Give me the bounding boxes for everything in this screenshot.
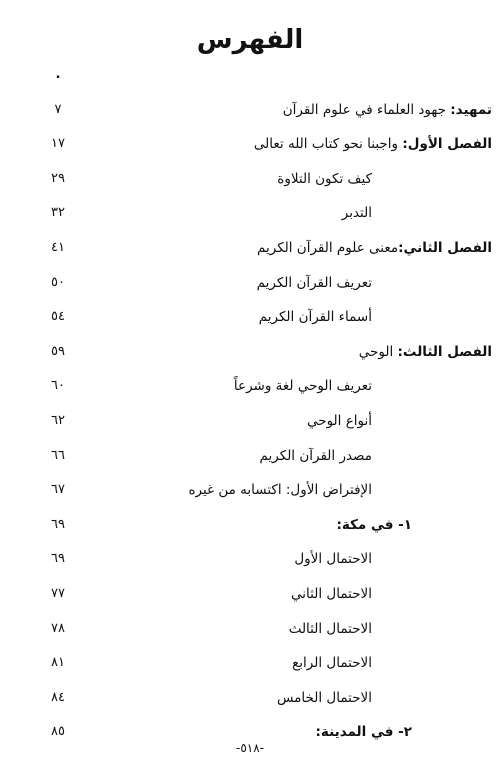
toc-row xyxy=(0,441,500,476)
toc-entry-text: واجبنا نحو كتاب الله تعالى xyxy=(253,136,403,153)
toc-entry-text: الاحتمال الثاني xyxy=(291,585,372,602)
toc-entry-heading: الفصل الأول: xyxy=(402,136,492,153)
toc-row xyxy=(0,198,500,233)
toc-page-number: ٤١ xyxy=(51,239,65,255)
toc-page-number: . xyxy=(55,67,61,82)
toc-entry-text: تعريف الوحي لغة وشرعاً xyxy=(233,378,372,395)
toc-entry xyxy=(292,652,372,674)
toc-row xyxy=(0,60,500,95)
toc-row xyxy=(0,302,500,337)
toc-entry-text: الاحتمال الأول xyxy=(294,551,372,568)
toc-entry-text: الاحتمال الثالث xyxy=(288,620,372,637)
toc-page-number: ٥٤ xyxy=(51,309,65,325)
toc-page-number: ٥٩ xyxy=(51,343,65,359)
toc-entry xyxy=(283,99,492,121)
toc-page-number: ٨١ xyxy=(51,655,65,671)
toc-page-number: ٥٠ xyxy=(51,274,65,290)
toc-entry-heading: ١- في مكة: xyxy=(336,516,412,533)
toc-entry xyxy=(257,272,372,294)
toc-row xyxy=(0,614,500,649)
toc-entry xyxy=(234,375,372,397)
toc-entry xyxy=(336,514,412,536)
toc-row xyxy=(0,129,500,164)
toc-entry-text: أسماء القرآن الكريم xyxy=(258,309,372,326)
toc-entry xyxy=(359,341,492,363)
toc-page-number: ٨٥ xyxy=(51,724,65,740)
toc-entry-text: أنواع الوحي xyxy=(306,412,372,429)
toc-entry xyxy=(294,548,372,570)
toc-entry xyxy=(316,721,412,743)
toc-entry xyxy=(257,237,492,259)
toc-page-number: ٦٦ xyxy=(51,447,65,463)
toc-entry-heading: الفصل الثاني: xyxy=(398,239,492,256)
toc-entry xyxy=(254,133,492,155)
toc-page-number: ٢٩ xyxy=(51,170,65,186)
toc-page-number: ٧ xyxy=(54,101,62,117)
page-number-footer: -٥١٨- xyxy=(235,741,265,755)
toc-row xyxy=(0,233,500,268)
toc-page-number: ٧٨ xyxy=(51,620,65,636)
toc-entry-text: الاحتمال الرابع xyxy=(292,655,372,672)
toc-entry-heading: الفصل الثالث: xyxy=(397,343,492,360)
toc-row xyxy=(0,475,500,510)
toc-entry-text: الإفتراض الأول: اكتسابه من غيره xyxy=(188,482,372,499)
toc-row xyxy=(0,268,500,303)
toc-page-number: ٨٤ xyxy=(51,689,65,705)
toc-entry xyxy=(307,410,372,432)
toc-row xyxy=(0,371,500,406)
toc-row xyxy=(0,337,500,372)
toc-page-number: ٦٠ xyxy=(51,378,65,394)
toc-row xyxy=(0,406,500,441)
toc-row xyxy=(0,95,500,130)
table-of-contents xyxy=(0,60,500,752)
toc-entry xyxy=(291,583,372,605)
toc-entry-text: التدبر xyxy=(341,205,372,222)
toc-entry xyxy=(260,445,372,467)
toc-entry-text: الاحتمال الخامس xyxy=(276,689,372,706)
toc-row xyxy=(0,579,500,614)
toc-entry-heading: ٢- في المدينة: xyxy=(315,724,412,741)
toc-page-number: ٧٧ xyxy=(51,585,65,601)
toc-row xyxy=(0,648,500,683)
toc-page-number: ٣٢ xyxy=(51,205,65,221)
toc-row xyxy=(0,544,500,579)
toc-row xyxy=(0,164,500,199)
toc-entry-text: جهود العلماء في علوم القرآن xyxy=(282,101,451,118)
toc-entry-text: مصدر القرآن الكريم xyxy=(259,447,372,464)
toc-page-number: ٦٢ xyxy=(51,412,65,428)
toc-entry xyxy=(289,618,372,640)
toc-entry xyxy=(277,168,372,190)
toc-page-number: ٦٧ xyxy=(51,482,65,498)
toc-page-number: ٦٩ xyxy=(51,516,65,532)
toc-entry-text: معنى علوم القرآن الكريم xyxy=(257,239,399,256)
toc-entry xyxy=(342,202,372,224)
toc-entry-text: الوحي xyxy=(358,343,398,360)
toc-entry-text: تعريف القرآن الكريم xyxy=(256,274,372,291)
page-title: الفهرس xyxy=(196,25,304,55)
toc-entry-heading: تمهيد: xyxy=(450,101,492,118)
toc-page-number: ٦٩ xyxy=(51,551,65,567)
toc-entry xyxy=(188,479,372,501)
toc-entry xyxy=(259,306,372,328)
toc-entry xyxy=(277,687,372,709)
toc-entry-text: كيف تكون التلاوة xyxy=(277,170,372,187)
toc-row xyxy=(0,510,500,545)
toc-row xyxy=(0,683,500,718)
toc-page-number: ١٧ xyxy=(51,136,65,152)
